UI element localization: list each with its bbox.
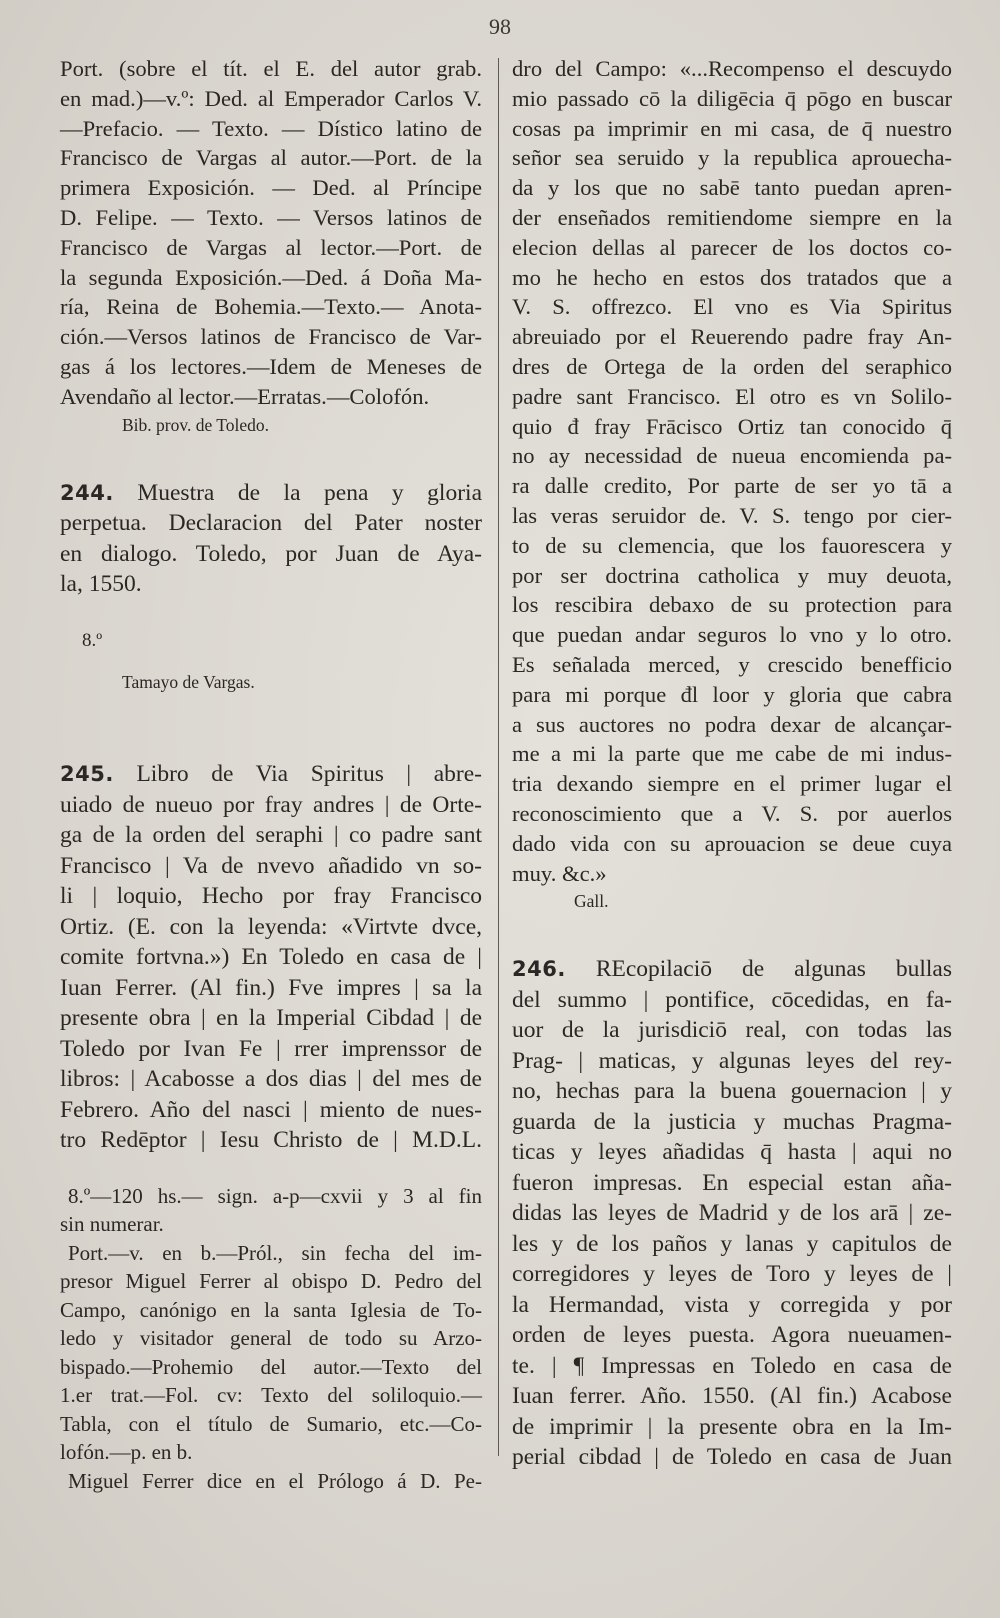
text-line: guarda de la justicia y muchas Pragma-	[512, 1108, 952, 1135]
text-line: Campo, canónigo en la santa Iglesia de To-	[60, 1297, 482, 1322]
text-line: Francisco de Vargas al autor.—Port. de la	[60, 145, 482, 171]
left-column	[60, 54, 482, 1495]
text-line: elecion dellas al parecer de los doctos co-	[512, 234, 952, 260]
page-number: 98	[489, 14, 511, 39]
text-line: la, 1550.	[60, 571, 142, 598]
entry-244-format: 8.º	[82, 629, 103, 651]
prologue-quote	[512, 54, 952, 888]
text-line: libros: | Acabosse a dos dias | del mes de	[60, 1066, 482, 1093]
column-divider	[498, 58, 499, 1456]
text-line: Avendaño al lector.—Erratas.—Colofón.	[60, 383, 430, 409]
text-line: primera Exposición. — Ded. al Príncipe	[60, 175, 482, 201]
text-line: padre sant Francisco. El otro es vn Solilo-	[512, 383, 952, 409]
text-line: da y los que no sabē tanto puedan apren-	[512, 175, 952, 201]
text-line: por ser doctrina catholica y muy deuota,	[512, 562, 952, 588]
source-note: Gall.	[574, 891, 609, 912]
text-line: V. S. offrezco. El vno es Via Spiritus	[512, 294, 952, 320]
text-line: REcopilaciō de algunas bullas	[595, 956, 952, 983]
text-line: muy. &c.»	[512, 860, 607, 886]
entry-244	[60, 478, 482, 600]
text-line: del summo | pontifice, cōcedidas, en fa-	[512, 986, 952, 1013]
text-line: Port. (sobre el tít. el E. del autor grab.	[60, 56, 482, 81]
text-line: Francisco | Va de nvevo añadido vn so-	[60, 852, 482, 879]
text-line: en mad.)—v.º: Ded. al Emperador Carlos V.	[60, 85, 482, 111]
text-line: mo he hecho en estos dos tratados que a	[512, 264, 952, 290]
entry-number: 246.	[512, 957, 566, 982]
text-line: dro del Campo: «...Recompenso el descuydo	[512, 56, 952, 81]
text-line: 1.er trat.—Fol. cv: Texto del soliloquio.—	[60, 1383, 482, 1408]
text-line: la segunda Exposición.—Ded. á Doña Ma-	[60, 264, 482, 290]
text-line: tria dexando siempre en el primer lugar el	[512, 771, 952, 797]
text-line: las veras seruidor de. V. S. tengo por cier-	[512, 502, 952, 528]
text-line: comite fortvna.») En Toledo en casa de |	[60, 944, 482, 971]
prologue-source	[512, 888, 952, 914]
text-line: 8.º—120 hs.— sign. a-p—cxvii y 3 al fin	[68, 1183, 482, 1208]
text-line: uiado de nueuo por fray andres | de Orte-	[60, 791, 482, 818]
text-line: te. | ¶ Impressas en Toledo en casa de	[512, 1352, 952, 1379]
text-line: Prag- | maticas, y algunas leyes del rey-	[512, 1047, 952, 1074]
right-column	[512, 54, 952, 1473]
intro-source	[60, 412, 482, 438]
text-line: Libro de Via Spiritus | abre-	[136, 761, 482, 788]
text-line: dres de Ortega de la orden del seraphico	[512, 353, 952, 379]
text-line: ción.—Versos latinos de Francisco de Var-	[60, 324, 482, 350]
text-line: sin numerar.	[60, 1212, 164, 1237]
text-line: corregidores y leyes de Toro y leyes de |	[512, 1261, 952, 1288]
text-line: Francisco de Vargas al lector.—Port. de	[60, 234, 482, 260]
text-line: ticas y leyes añadidas q̄ hasta | aqui no	[512, 1139, 952, 1166]
text-line: ledo y visitador general de todo su Arzo-	[60, 1326, 482, 1351]
text-line: me a mi la parte que me cabe de mi indus-	[512, 741, 952, 767]
text-line: presor Miguel Ferrer al obispo D. Pedro del	[60, 1269, 482, 1294]
text-line: gas á los lectores.—Idem de Meneses de	[60, 353, 482, 379]
text-line: abreuiado por el Reuerendo padre fray An-	[512, 324, 952, 350]
text-line: tro Redēptor | Iesu Christo de | M.D.L.	[60, 1127, 482, 1154]
text-line: Toledo por Ivan Fe | rrer imprenssor de	[60, 1035, 482, 1062]
text-line: didas las leyes de Madrid y de los arā | ze-	[512, 1200, 952, 1227]
text-line: quio đ fray Frācisco Ortiz tan conocido q̄	[512, 413, 952, 439]
text-line: Port.—v. en b.—Pról., sin fecha del im-	[68, 1240, 482, 1265]
text-line: perpetua. Declaracion del Pater noster	[60, 510, 482, 537]
text-line: D. Felipe. — Texto. — Versos latinos de	[60, 204, 482, 230]
text-line: Tabla, con el título de Sumario, etc.—Co-	[60, 1411, 482, 1436]
entry-number: 244.	[60, 480, 114, 505]
text-line: Muestra de la pena y gloria	[137, 479, 482, 506]
source-note: Tamayo de Vargas.	[122, 672, 255, 693]
entry-number: 245.	[60, 762, 114, 787]
text-line: uor de la jurisdiciō real, con todas las	[512, 1017, 952, 1044]
text-line: reconoscimiento que a V. S. por auerlos	[512, 800, 952, 826]
text-line: ría, Reina de Bohemia.—Texto.— Anota-	[60, 294, 482, 320]
text-line: Iuan ferrer. Año. 1550. (Al fin.) Acabose	[512, 1383, 952, 1410]
text-line: en dialogo. Toledo, por Juan de Aya-	[60, 540, 482, 567]
text-line: que puedan andar seguros lo vno y lo otro.	[512, 622, 952, 648]
text-line: los rescibira debaxo de su protection para	[512, 592, 952, 618]
entry-245	[60, 759, 482, 1156]
text-line: la Hermandad, vista y corregida y por	[512, 1291, 952, 1318]
text-line: Iuan Ferrer. (Al fin.) Fve impres | sa la	[60, 974, 482, 1001]
text-line: Ortiz. (E. con la leyenda: «Virtvte dvce,	[60, 913, 482, 940]
text-line: mio passado cō la diligēcia q̄ pōgo en buscar	[512, 85, 952, 111]
text-line: lofón.—p. en b.	[60, 1440, 193, 1465]
text-line: no, hechas para la buena gouernacion | y	[512, 1078, 952, 1105]
entry-246	[512, 954, 952, 1473]
text-line: presente obra | en la Imperial Cibdad | de	[60, 1005, 482, 1032]
text-line: —Prefacio. — Texto. — Dístico latino de	[60, 115, 482, 141]
text-line: Miguel Ferrer dice en el Prólogo á D. Pe-	[68, 1468, 482, 1493]
text-line: a sus auctores no podra dexar de alcançar-	[512, 711, 952, 737]
entry-245-description	[60, 1182, 482, 1496]
text-line: li | loquio, Hecho por fray Francisco	[60, 883, 482, 910]
text-line: orden de leyes puesta. Agora nueuamen-	[512, 1322, 952, 1349]
source-note: Bib. prov. de Toledo.	[122, 414, 270, 435]
text-line: para mi porque đl loor y gloria que cabra	[512, 681, 952, 707]
text-line: dado vida con su aprouacion se deue cuya	[512, 830, 952, 856]
entry-244-source	[60, 669, 482, 695]
text-line: cosas pa imprimir en mi casa, de q̄ nuestro	[512, 115, 952, 141]
text-line: de imprimir | la presente obra en la Im-	[512, 1413, 952, 1440]
text-line: les y de los paños y lanas y capitulos de	[512, 1230, 952, 1257]
text-line: to de su clemencia, que los fauorescera y	[512, 532, 952, 558]
text-line: ra dalle credito, Por parte de ser yo tā a	[512, 473, 952, 499]
text-line: der enseñados remitiendome siempre en la	[512, 204, 952, 230]
text-line: perial cibdad | de Toledo en casa de Juan	[512, 1444, 952, 1471]
intro-paragraph	[60, 54, 482, 412]
text-line: Es señalada merced, y crescido benefficio	[512, 651, 952, 677]
text-line: señor sea seruido y la republica aprouecha-	[512, 145, 952, 171]
text-line: bispado.—Prohemio del autor.—Texto del	[60, 1354, 482, 1379]
text-line: fueron impresas. En especial estan aña-	[512, 1169, 952, 1196]
text-line: no ay necessidad de nueua encomienda pa-	[512, 443, 952, 469]
text-line: Febrero. Año del nasci | miento de nues-	[60, 1096, 482, 1123]
text-line: ga de la orden del seraphi | co padre sant	[60, 822, 482, 849]
